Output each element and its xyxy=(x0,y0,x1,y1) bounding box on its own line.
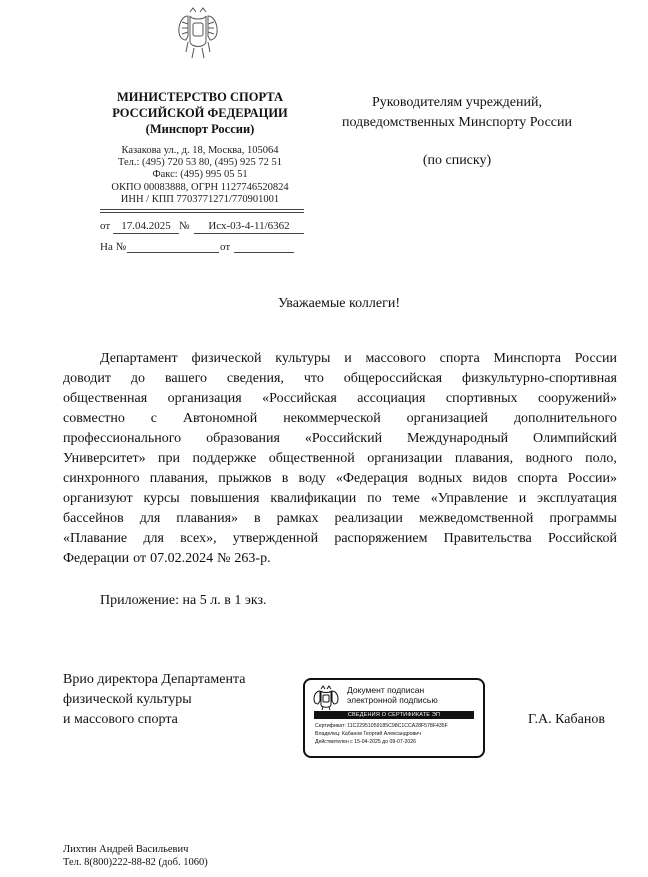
body-word: межведомственной xyxy=(418,511,534,526)
body-line xyxy=(63,409,617,429)
body-word: воду xyxy=(298,471,326,486)
body-word: общероссийская xyxy=(343,371,443,386)
ministry-line: МИНИСТЕРСТВО СПОРТА xyxy=(116,90,283,104)
body-line xyxy=(63,449,617,469)
stamp-title-line: электронной подписью xyxy=(347,695,438,705)
body-word: «Российская xyxy=(262,391,337,406)
body-word: плавания» xyxy=(176,511,239,526)
body-word: 07.02.2024 xyxy=(150,551,214,566)
body-word: Федерации xyxy=(63,551,130,566)
body-word: поло, xyxy=(585,451,617,466)
body-word: России» xyxy=(567,471,617,486)
body-word: спортивных xyxy=(445,391,518,406)
attachment-note: Приложение: на 5 л. в 1 экз. xyxy=(100,593,267,608)
body-word: доводит xyxy=(63,371,111,386)
stamp-owner: Владелец: Кабанов Георгий Александрович xyxy=(315,731,421,737)
date-prefix: от xyxy=(100,220,111,232)
body-word: общественная xyxy=(63,391,148,406)
russian-coat-of-arms-icon xyxy=(176,6,220,60)
body-word: поддержке xyxy=(192,451,257,466)
body-word: эксплуатация xyxy=(537,491,617,506)
body-word: Правительства xyxy=(443,531,532,546)
body-word: «Российский xyxy=(304,431,383,446)
body-word: Департамент xyxy=(100,351,178,366)
body-word: организация xyxy=(167,391,242,406)
body-word: Университет» xyxy=(63,451,146,466)
body-word: организации xyxy=(367,451,443,466)
body-word: квалификации xyxy=(270,491,357,506)
body-word: массового xyxy=(365,351,426,366)
ministry-contacts xyxy=(100,145,300,206)
stamp-title xyxy=(347,685,438,705)
body-line xyxy=(63,469,617,489)
body-word: бассейнов xyxy=(63,511,124,526)
body-word: вашего xyxy=(164,371,207,386)
body-word: программы xyxy=(549,511,617,526)
body-word: распоряжением xyxy=(334,531,428,546)
body-word: и xyxy=(518,491,527,506)
body-word: для xyxy=(143,531,164,546)
signer-position-line: физической культуры xyxy=(63,692,192,707)
body-word: в xyxy=(281,471,289,486)
body-word: спорта xyxy=(517,471,558,486)
signer-position-line: Врио директора Департамента xyxy=(63,672,246,687)
outgoing-number: Исх-03-4-11/6362 xyxy=(194,219,304,234)
body-word: России xyxy=(574,351,617,366)
body-word: «Управление xyxy=(430,491,508,506)
executor-info xyxy=(63,843,208,869)
body-word: физкультурно-спортивная xyxy=(462,371,617,386)
body-word: плавания, xyxy=(454,451,514,466)
body-word: организуют xyxy=(63,491,133,506)
addressee xyxy=(322,93,592,133)
body-word: плавания, xyxy=(149,471,209,486)
body-word: 263-р. xyxy=(234,551,271,566)
body-word: дополнительного xyxy=(513,411,617,426)
signer-position xyxy=(63,670,245,730)
outgoing-date: 17.04.2025 xyxy=(113,219,179,234)
contact-line: Казакова ул., д. 18, Москва, 105064 xyxy=(121,145,279,156)
addressee-by-list: (по списку) xyxy=(422,153,492,168)
body-word: общественной xyxy=(268,451,355,466)
body-word: по xyxy=(367,491,382,506)
body-word: прыжков xyxy=(218,471,272,486)
body-word: некоммерческой xyxy=(283,411,381,426)
in-reply-number-blank xyxy=(127,240,219,253)
body-word: теме xyxy=(392,491,420,506)
body-word: Автономной xyxy=(182,411,258,426)
body-word: сооружений» xyxy=(537,391,617,406)
body-word: совместно xyxy=(63,411,125,426)
divider xyxy=(100,209,304,210)
stamp-validity: Действителен с 15-04-2025 до 09-07-2026 xyxy=(315,739,417,745)
body-word: спорта xyxy=(439,351,480,366)
body-word: «Плавание xyxy=(63,531,128,546)
body-word: образования xyxy=(206,431,280,446)
body-line xyxy=(63,349,617,369)
contact-line: Тел.: (495) 720 53 80, (495) 925 72 51 xyxy=(117,157,283,169)
addressee-line: подведомственных Минспорту России xyxy=(341,115,573,130)
body-line xyxy=(63,509,617,529)
body-line xyxy=(63,549,617,569)
body-line xyxy=(63,389,617,409)
body-word: рамках xyxy=(276,511,319,526)
body-word: утвержденной xyxy=(232,531,319,546)
body-word: от xyxy=(133,551,147,566)
body-word: профессионального xyxy=(63,431,182,446)
body-line xyxy=(63,489,617,509)
electronic-signature-stamp xyxy=(303,678,485,758)
body-word: культуры xyxy=(275,351,331,366)
body-word: организацией xyxy=(406,411,489,426)
body-word: с xyxy=(150,411,157,426)
body-word: при xyxy=(158,451,180,466)
body-word: видов xyxy=(472,471,508,486)
stamp-certificate-bar: СВЕДЕНИЯ О СЕРТИФИКАТЕ ЭП xyxy=(314,711,474,719)
body-word: водного xyxy=(525,451,573,466)
body-word: Международный xyxy=(407,431,509,446)
body-word: Минспорта xyxy=(493,351,561,366)
contact-line: ИНН / КПП 7703771271/770901001 xyxy=(120,193,280,205)
body-word: и xyxy=(344,351,352,366)
in-reply-prefix: На № xyxy=(100,241,127,253)
body-line xyxy=(63,369,617,389)
body-word: № xyxy=(217,551,231,566)
ministry-line: (Минспорт России) xyxy=(145,122,255,136)
body-line xyxy=(63,529,617,549)
letter-body xyxy=(63,349,617,569)
body-word: «Федерация xyxy=(335,471,408,486)
body-word: Олимпийский xyxy=(533,431,617,446)
in-reply-date-prefix: от xyxy=(220,241,231,253)
divider xyxy=(100,212,304,213)
greeting: Уважаемые коллеги! xyxy=(277,296,401,311)
russian-coat-of-arms-icon xyxy=(313,685,339,711)
executor-name: Лихтин Андрей Васильевич xyxy=(63,844,189,855)
body-word: курсы xyxy=(143,491,180,506)
body-word: водных xyxy=(418,471,463,486)
body-word: повышения xyxy=(190,491,260,506)
body-word: что xyxy=(303,371,324,386)
body-word: для xyxy=(139,511,161,526)
number-prefix: № xyxy=(179,220,190,232)
body-word: Российской xyxy=(547,531,617,546)
body-word: физической xyxy=(191,351,262,366)
ministry-line: РОССИЙСКОЙ ФЕДЕРАЦИИ xyxy=(112,106,288,120)
contact-line: ОКПО 00083888, ОГРН 1127746520824 xyxy=(111,181,289,193)
ministry-name xyxy=(100,89,300,137)
body-word: в xyxy=(253,511,261,526)
body-line xyxy=(63,429,617,449)
body-word: реализации xyxy=(334,511,403,526)
body-word: ассоциация xyxy=(357,391,426,406)
executor-phone: Тел. 8(800)222-88-82 (доб. 1060) xyxy=(63,857,208,868)
in-reply-date-blank xyxy=(234,240,294,253)
body-word: всех», xyxy=(180,531,217,546)
contact-line: Факс: (495) 995 05 51 xyxy=(152,169,248,181)
body-word: синхронного xyxy=(63,471,140,486)
stamp-certificate-details xyxy=(315,722,448,746)
signer-position-line: и массового спорта xyxy=(63,712,178,727)
stamp-certificate: Сертификат: 11C22951059185C98C1CCA28F578F435F xyxy=(315,723,448,729)
signer-name: Г.А. Кабанов xyxy=(528,712,605,727)
body-word: сведения, xyxy=(226,371,284,386)
body-word: до xyxy=(130,371,146,386)
stamp-title-line: Документ подписан xyxy=(347,685,425,695)
addressee-line: Руководителям учреждений, xyxy=(372,95,542,110)
